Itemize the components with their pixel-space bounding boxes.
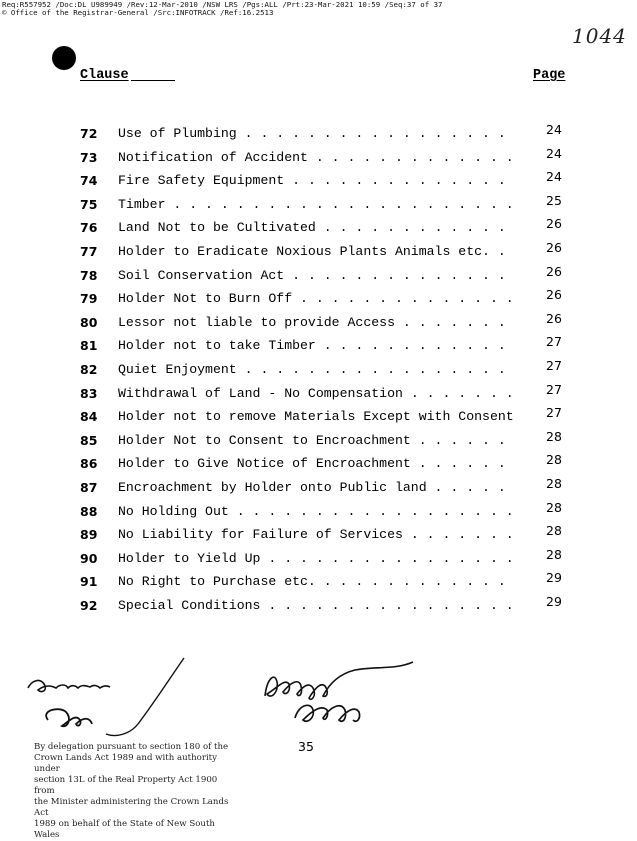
clause-page-number: 25: [546, 192, 562, 208]
registrar-general-header: © Office of the Registrar-General /Src:INFOTRACK /Ref:16.2513: [2, 8, 274, 17]
clause-title: Holder to Yield Up . . .: [118, 551, 516, 566]
toc-entry: [80, 263, 570, 290]
clause-title: Use of Plumbing . . .: [118, 126, 516, 141]
clause-title: Fire Safety Equipment . . .: [118, 173, 516, 188]
clause-page-number: 28: [546, 428, 562, 444]
clause-title: Holder to Give Notice of Encroachment . . .: [118, 456, 516, 471]
left-signature: [20, 650, 200, 740]
toc-entry: [80, 289, 570, 313]
clause-page-number: 28: [546, 475, 562, 491]
right-signature: [255, 648, 425, 738]
clause-page-number: 24: [546, 145, 562, 161]
clause-number: 89: [80, 527, 98, 543]
toc-entry: [80, 124, 570, 148]
clause-page-number: 29: [546, 570, 562, 586]
handwritten-folio-number: 1044: [572, 24, 627, 48]
clause-page-number: 26: [546, 216, 562, 232]
clause-column-heading: Clause: [80, 68, 175, 83]
clause-title: Quiet Enjoyment . . .: [118, 362, 516, 377]
toc-entry: [80, 499, 570, 526]
toc-entry: [80, 171, 570, 195]
delegation-statement: [34, 742, 234, 841]
clause-number: 77: [80, 243, 98, 259]
punch-hole-mark: [52, 46, 76, 70]
clause-page-number: 28: [546, 452, 562, 468]
clause-page-number: 24: [546, 169, 562, 185]
clause-number: 76: [80, 220, 98, 236]
clause-title: Lessor not liable to provide Access . . .: [118, 315, 516, 330]
clause-number: 72: [80, 126, 98, 141]
clause-title: Holder Not to Burn Off . . .: [118, 291, 516, 306]
clause-title: No Right to Purchase etc. . . .: [118, 574, 516, 589]
toc-entry: [80, 218, 570, 242]
clause-page-number: 26: [546, 287, 562, 303]
page-number: 35: [298, 739, 314, 754]
delegation-line: 1989 on behalf of the State of New South Wales: [34, 819, 215, 840]
delegation-line: Crown Lands Act 1989 and with authority under: [34, 753, 217, 774]
clause-title: No Liability for Failure of Services . . .: [118, 527, 516, 542]
delegation-line: section 13L of the Real Property Act 1900 from: [34, 775, 218, 796]
toc-entry: [80, 525, 570, 549]
clause-number: 82: [80, 361, 98, 377]
clause-title: Timber . . .: [118, 197, 516, 212]
toc-entry: [80, 145, 570, 172]
clause-page-number: 26: [546, 239, 562, 255]
clause-title: Holder to Eradicate Noxious Plants Animals etc. . . .: [118, 244, 516, 259]
clause-page-number: 29: [546, 593, 562, 609]
toc-entry: [80, 407, 570, 431]
toc-entry: [80, 192, 570, 219]
toc-entry: [80, 381, 570, 408]
delegation-line: By delegation pursuant to section 180 of the: [34, 742, 229, 752]
toc-entry: [80, 593, 570, 620]
clause-title: Encroachment by Holder onto Public land . . .: [118, 480, 516, 495]
clause-number: 83: [80, 385, 98, 401]
clause-title: No Holding Out . . .: [118, 504, 516, 519]
clause-number: 78: [80, 267, 98, 283]
clause-title: Soil Conservation Act . . .: [118, 268, 516, 283]
clause-title: Holder not to remove Materials Except with Consent . . .: [118, 409, 516, 424]
document-request-header: Req:R557952 /Doc:DL U989949 /Rev:12-Mar-2010 /NSW LRS /Pgs:ALL /Prt:23-Mar-2021 10:59 /Seq:37 of 37: [2, 0, 443, 9]
clause-number: 90: [80, 550, 98, 566]
clause-page-number: 27: [546, 405, 562, 421]
clause-number: 73: [80, 149, 98, 165]
clause-page-number: 24: [546, 122, 562, 137]
clause-number: 79: [80, 291, 98, 307]
clause-page-number: 28: [546, 499, 562, 515]
toc-entry: [80, 310, 570, 337]
toc-entry: [80, 357, 570, 384]
toc-entry: [80, 475, 570, 502]
page-column-heading: Page: [533, 68, 566, 83]
clause-number: 84: [80, 409, 98, 425]
clause-page-number: 26: [546, 310, 562, 326]
clause-page-number: 28: [546, 523, 562, 539]
toc-entry: [80, 336, 570, 360]
clause-page-number: 27: [546, 381, 562, 397]
toc-entry: [80, 546, 570, 573]
clause-title: Land Not to be Cultivated . . .: [118, 220, 516, 235]
clause-number: 80: [80, 314, 98, 330]
clause-number: 81: [80, 338, 98, 354]
clause-title: Special Conditions . . .: [118, 598, 516, 613]
clause-number: 91: [80, 574, 98, 590]
clause-title: Notification of Accident . . .: [118, 150, 516, 165]
clause-number: 87: [80, 479, 98, 495]
clause-page-number: 28: [546, 546, 562, 562]
toc-entry: [80, 428, 570, 455]
clause-title: Holder not to take Timber . . .: [118, 338, 516, 353]
toc-entry: [80, 454, 570, 478]
toc-entry: [80, 239, 570, 266]
toc-entry: [80, 572, 570, 596]
clause-number: 88: [80, 503, 98, 519]
clause-number: 74: [80, 173, 98, 189]
table-of-contents: [80, 124, 570, 619]
delegation-line: the Minister administering the Crown Lands Act: [34, 797, 229, 818]
clause-number: 85: [80, 432, 98, 448]
clause-number: 86: [80, 456, 98, 472]
clause-title: Withdrawal of Land - No Compensation . . .: [118, 386, 516, 401]
clause-number: 92: [80, 597, 98, 613]
clause-title: Holder Not to Consent to Encroachment . . .: [118, 433, 516, 448]
clause-number: 75: [80, 196, 98, 212]
clause-page-number: 26: [546, 263, 562, 279]
clause-page-number: 27: [546, 357, 562, 373]
clause-page-number: 27: [546, 334, 562, 350]
